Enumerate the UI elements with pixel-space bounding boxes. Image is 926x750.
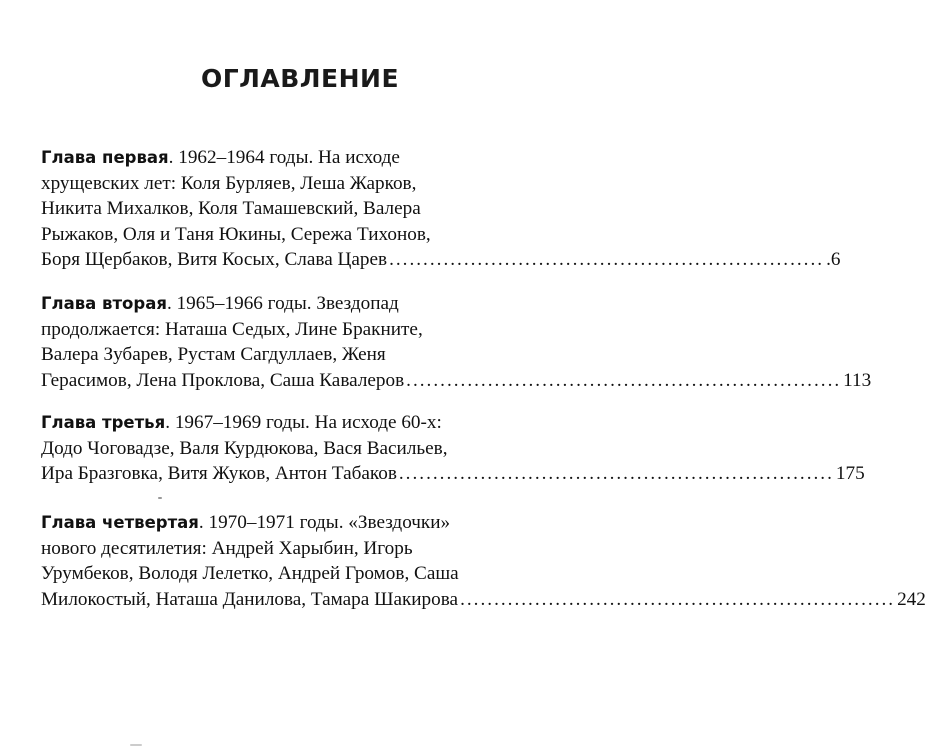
toc-entry-line: Никита Михалков, Коля Тамашевский, Валера <box>41 198 421 219</box>
toc-entry[interactable] <box>41 291 872 393</box>
toc-entry-line: Рыжаков, Оля и Таня Юкины, Сережа Тихонов, <box>41 223 431 245</box>
toc-entry-line: хрущевских лет: Коля Бурляев, Леша Жарков, <box>41 172 417 194</box>
toc-entry-last-line <box>41 247 841 273</box>
dot-leader: ................................................................ <box>398 463 834 484</box>
toc-entry-line: Додо Чоговадзе, Валя Курдюкова, Вася Васильев, <box>41 437 448 459</box>
toc-entry-first-line <box>41 291 561 317</box>
toc-entry[interactable] <box>41 145 841 273</box>
dot-leader: ................................................................ <box>460 588 896 610</box>
toc-entry-last-line <box>41 461 865 487</box>
chapter-label: Глава первая <box>41 148 169 167</box>
toc-entry-last-line <box>41 368 872 394</box>
page-number: .6 <box>826 249 841 270</box>
toc-entry-line: Валера Зубарев, Рустам Сагдуллаев, Женя <box>41 344 386 365</box>
chapter-label: Глава вторая <box>41 294 167 313</box>
print-speck <box>130 744 142 746</box>
toc-entry[interactable] <box>41 410 865 487</box>
print-speck <box>158 497 162 499</box>
toc-entry-line: нового десятилетия: Андрей Харыбин, Игорь <box>41 537 413 559</box>
toc-entry-first-line <box>41 145 561 171</box>
page-number: 175 <box>835 463 865 484</box>
chapter-description: . 1965–1966 годы. Звездопад <box>166 293 399 314</box>
toc-entry-first-line <box>41 510 561 536</box>
chapter-description: . 1967–1969 годы. На исходе 60-х: <box>165 412 442 433</box>
toc-entry-line: Милокостый, Наташа Данилова, Тамара Шакирова <box>41 588 459 610</box>
page-number: 242 <box>897 588 926 610</box>
chapter-label: Глава третья <box>41 413 166 432</box>
toc-entry-line: продолжается: Наташа Седых, Лине Бракните, <box>41 318 423 340</box>
toc-entry-line: Ира Бразговка, Витя Жуков, Антон Табаков <box>41 463 397 484</box>
toc-entry-last-line <box>41 587 926 613</box>
chapter-label: Глава четвертая <box>41 513 199 532</box>
dot-leader: ................................................................ <box>389 249 825 270</box>
chapter-description: . 1962–1964 годы. На исходе <box>168 147 400 168</box>
dot-leader: ................................................................ <box>406 369 842 391</box>
chapter-description: . 1970–1971 годы. «Звездочки» <box>198 512 451 533</box>
toc-entry-line: Боря Щербаков, Витя Косых, Слава Царев <box>41 249 388 270</box>
toc-entry-line: Герасимов, Лена Проклова, Саша Кавалеров <box>41 369 405 391</box>
toc-entry-first-line <box>41 410 561 436</box>
toc-entry-line: Урумбеков, Володя Лелетко, Андрей Громов, Саша <box>41 563 459 584</box>
page-title: ОГЛАВЛЕНИЕ <box>200 64 400 93</box>
toc-entry[interactable] <box>41 510 926 612</box>
page-number: 113 <box>843 369 872 391</box>
